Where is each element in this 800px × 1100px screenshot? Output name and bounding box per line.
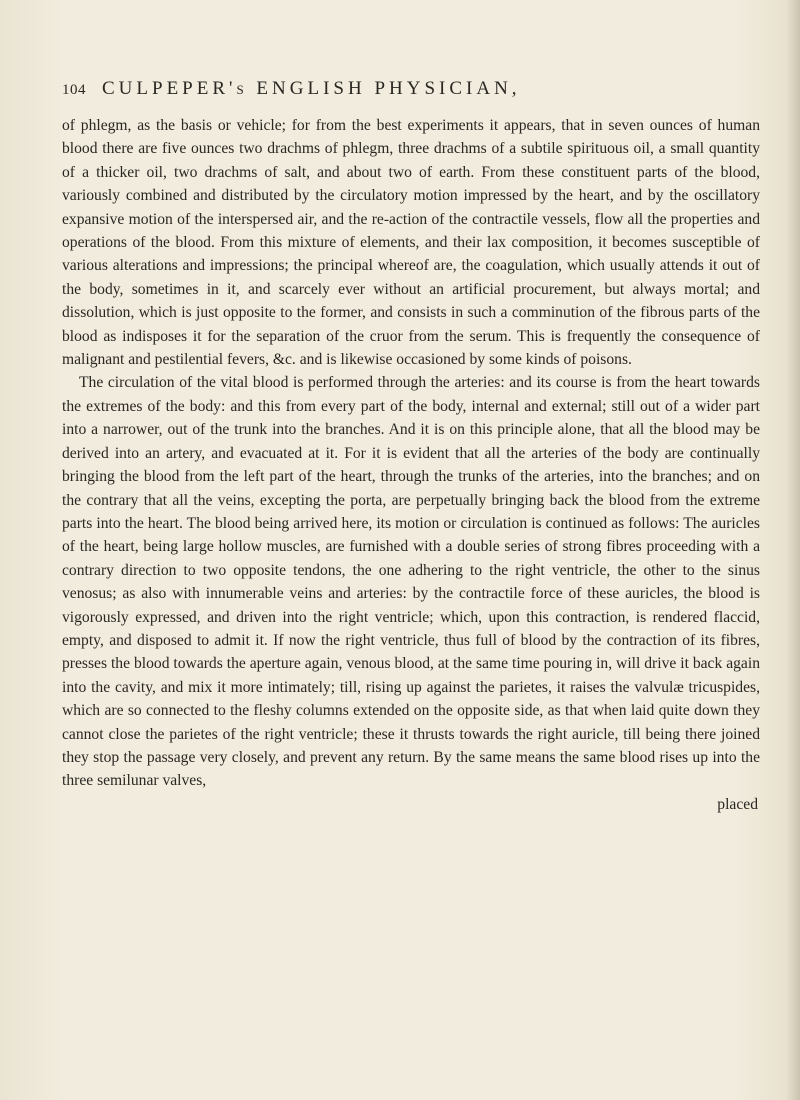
paragraph-circulation: The circulation of the vital blood is performed through the arteries: and its course is from the heart towards the extremes of the body: and this from every part of the body, internal and external; still out of a wider part into a narrower, out of the trunk into the branches. And it is on this principle alone, that all the blood may be derived into an artery, and evacuated at it. For it is evident that all the arteries of the body are continually bringing the blood from the left part of the heart, through the trunks of the arteries, into the branches; and on the contrary that all the veins, excepting the porta, are perpetually bringing back the blood from the extreme parts into the heart. The blood being arrived here, its motion or circulation is continued as follows: The auricles of the heart, being large hollow muscles, are furnished with a double series of strong fibres proceeding with a contrary direction to two opposite tendons, the one adhering to the right ventricle, the other to the sinus venosus; as also with innumerable veins and arteries: by the contractile force of these auricles, the blood is vigorously expressed, and driven into the right ventricle; which, upon this contraction, is rendered flaccid, empty, and disposed to admit it. If now the right ventricle, thus full of blood by the contraction of its fibres, presses the blood towards the aperture again, venous blood, at the same time pouring in, will drive it back again into the cavity, and mix it more intimately; till, rising up against the parietes, it raises the valvulæ tricuspides, which are so connected to the fleshy columns extended on the opposite side, as that when laid quite down they cannot close the parietes of the right ventricle; these it thrusts towards the right auricle, till being there joined they stop the passage very closely, and prevent any return. By the same means the same blood rises up into the three semilunar valves, xyxy=(62,374,760,790)
page-edge-shadow xyxy=(786,0,800,1100)
paragraph-continued: of phlegm, as the basis or vehicle; for from the best experiments it appears, that in seven ounces of human blood there are five ounces two drachms of phlegm, three drachms of a subtile spirituous oil, a small quantity of a thicker oil, two drachms of salt, and about two of earth. From these constituent parts of the blood, variously combined and distributed by the circulatory motion impressed by the heart, and by the oscillatory expansive motion of the interspersed air, and the re-action of the contractile vessels, flow all the properties and operations of the blood. From this mixture of elements, and their lax composition, it becomes susceptible of various alterations and impressions; the principal whereof are, the coagulation, which usually attends it out of the body, sometimes in it, and scarcely ever without an artificial procurement, but always mortal; and dissolution, which is just opposite to the former, and consists in such a comminution of the fibrous parts of the blood as indisposes it for the separation of the cruor from the serum. This is frequently the consequence of malignant and pestilential fevers, &c. and is likewise occasioned by some kinds of poisons. xyxy=(62,117,760,369)
running-title: CULPEPER's ENGLISH PHYSICIAN, xyxy=(102,78,521,99)
body-text xyxy=(62,114,760,793)
page-number: 104 xyxy=(62,82,86,98)
catchword: placed xyxy=(717,795,758,813)
running-head xyxy=(62,78,760,100)
